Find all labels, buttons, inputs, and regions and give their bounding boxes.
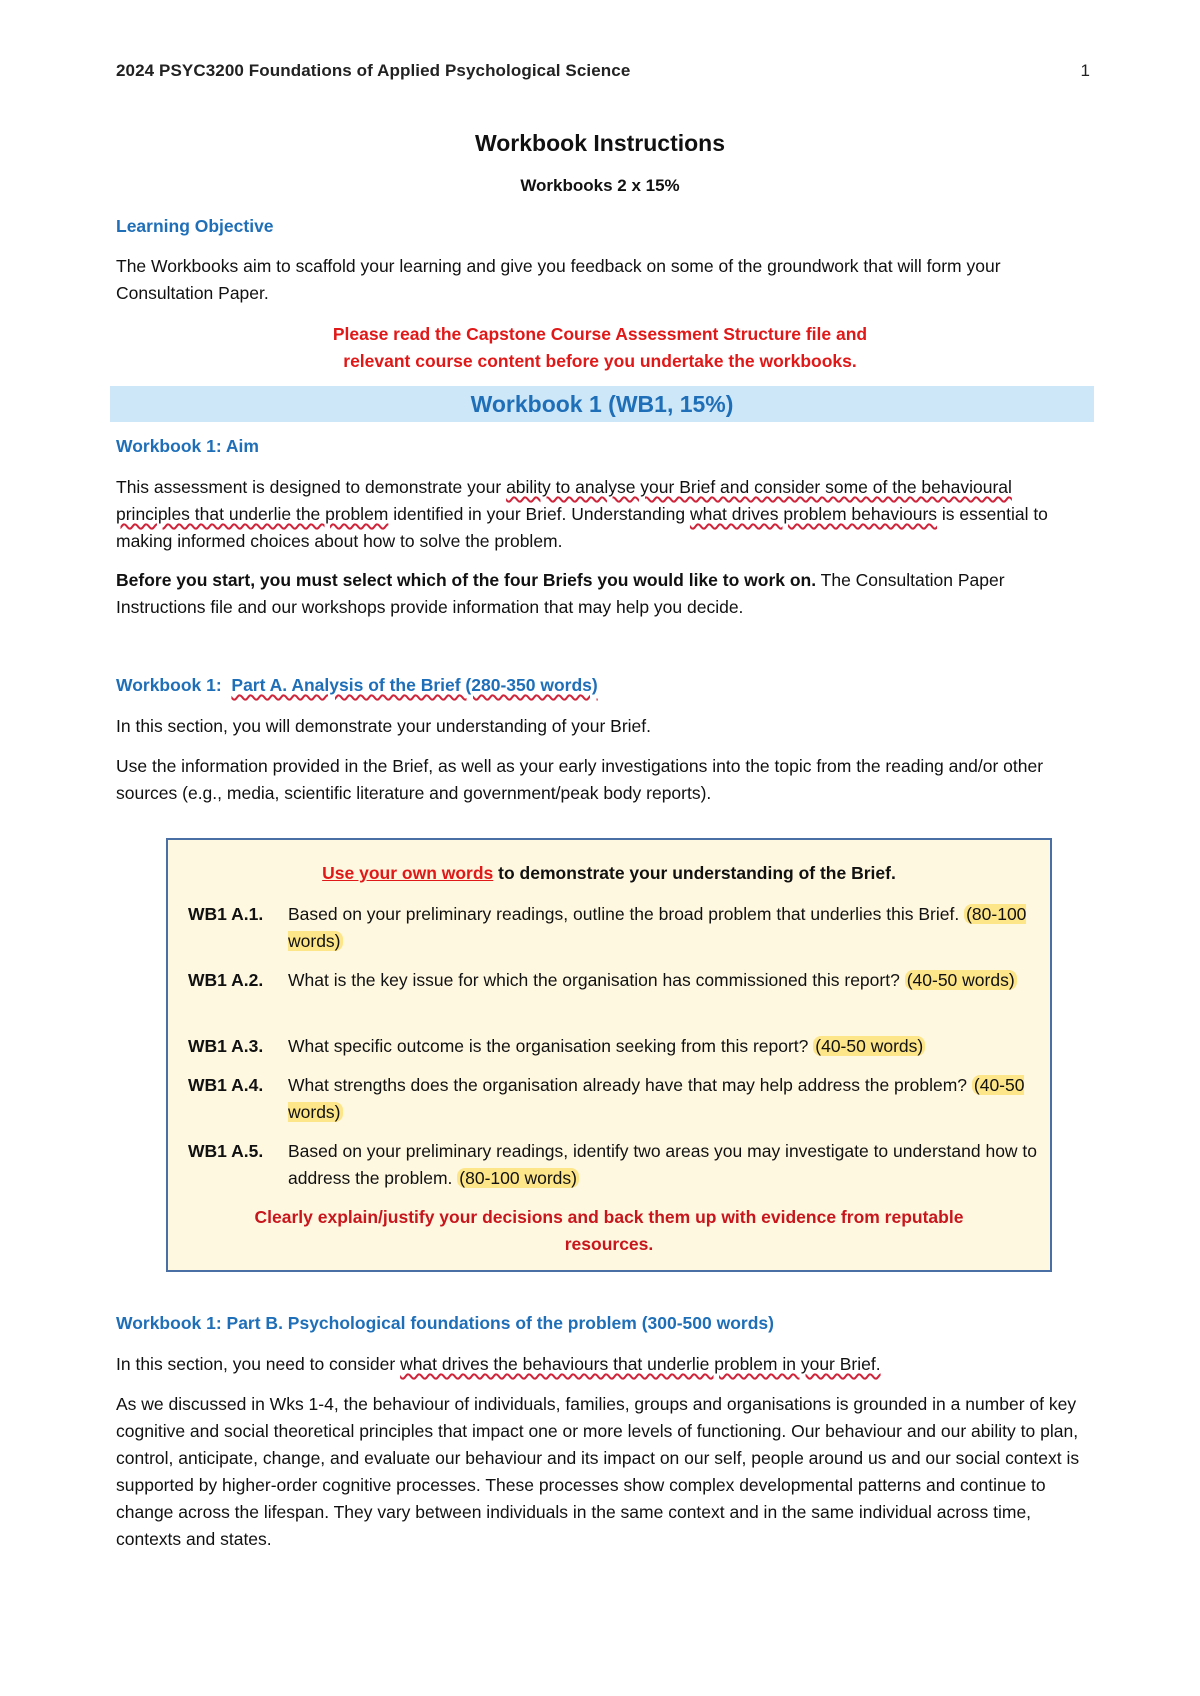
brief-selection-bold: Before you start, you must select which of the four Briefs you would like to work on. — [116, 570, 817, 590]
partB-intro — [116, 1351, 1086, 1378]
word-count-highlight: (80-100 words) — [288, 904, 1027, 951]
aim-text-a: This assessment is designed to demonstrate your — [116, 477, 507, 497]
notice-line-2: relevant course content before you undertake the workbooks. — [343, 351, 857, 371]
page-title: Workbook Instructions — [474, 130, 726, 156]
aim-annotated-1: ability to analyse your Brief and consider some of the behavioural principles that underlie the problem — [116, 477, 1012, 524]
question-label: WB1 A.4. — [188, 1075, 264, 1095]
box-footer — [168, 1204, 1050, 1258]
question-text — [288, 1138, 1048, 1192]
brief-selection-paragraph — [116, 567, 1086, 621]
notice-line-1: Please read the Capstone Course Assessment Structure file and — [332, 324, 868, 344]
partB-annotated: what drives the behaviours that underlie problem in your Brief. — [400, 1354, 881, 1374]
aim-text-c: is essential to making informed choices about how to solve the problem. — [116, 504, 1048, 551]
workbook1-banner: Workbook 1 (WB1, 15%) — [110, 386, 1094, 422]
question-label: WB1 A.5. — [188, 1141, 264, 1161]
brief-selection-rest: The Consultation Paper Instructions file and our workshops provide information that may help you decide. — [116, 570, 1005, 617]
box-footer-line-1: Clearly explain/justify your decisions and back them up with evidence from reputable — [254, 1207, 964, 1227]
question-body: What strengths does the organisation already have that may help address the problem? — [288, 1075, 968, 1095]
question-label: WB1 A.1. — [188, 904, 264, 924]
page-subtitle: Workbooks 2 x 15% — [520, 176, 680, 195]
partB-intro-text: In this section, you need to consider — [116, 1354, 401, 1374]
learning-objective-text: The Workbooks aim to scaffold your learning and give you feedback on some of the groundwork that will form your Consultation Paper. — [116, 256, 1001, 303]
box-heading — [168, 863, 1050, 884]
question-text — [288, 901, 1048, 955]
partA-heading — [116, 675, 598, 696]
partA-heading-prefix: Workbook 1: — [116, 675, 232, 695]
partB-heading: Workbook 1: Part B. Psychological foundations of the problem (300-500 words) — [116, 1313, 774, 1333]
box-footer-line-2: resources. — [564, 1234, 654, 1254]
word-count-highlight: (40-50 words) — [906, 970, 1015, 990]
partA-instructions: Use the information provided in the Brief, as well as your early investigations into the topic from the reading and/or other sources (e.g., media, scientific literature and government/peak body reports). — [116, 756, 1044, 803]
aim-text-b: identified in your Brief. Understanding — [388, 504, 690, 524]
own-words-emphasis: Use your own words — [322, 863, 494, 883]
partA-questions-box — [166, 838, 1052, 1272]
course-header: 2024 PSYC3200 Foundations of Applied Psychological Science — [116, 61, 631, 80]
partA-heading-main: Part A. Analysis of the Brief (280-350 words) — [231, 675, 598, 695]
question-body: Based on your preliminary readings, outline the broad problem that underlies this Brief. — [288, 904, 960, 924]
word-count-highlight: (80-100 words) — [459, 1168, 577, 1188]
aim-annotated-2: what drives problem behaviours — [689, 504, 938, 524]
question-body: Based on your preliminary readings, identify two areas you may investigate to understand how to address the problem. — [288, 1141, 1038, 1188]
word-count-highlight: (40-50 words) — [288, 1075, 1025, 1122]
question-text — [288, 967, 1048, 994]
word-count-highlight: (40-50 words) — [815, 1036, 924, 1056]
aim-paragraph — [116, 474, 1086, 555]
question-text — [288, 1072, 1048, 1126]
question-label: WB1 A.3. — [188, 1036, 264, 1056]
question-body: What is the key issue for which the organisation has commissioned this report? — [288, 970, 900, 990]
box-heading-rest: to demonstrate your understanding of the Brief. — [493, 863, 896, 883]
partA-intro: In this section, you will demonstrate your understanding of your Brief. — [116, 716, 651, 736]
learning-objective-heading: Learning Objective — [116, 216, 274, 236]
assessment-notice — [0, 321, 1200, 375]
question-label: WB1 A.2. — [188, 970, 264, 990]
question-text — [288, 1033, 1048, 1060]
aim-heading: Workbook 1: Aim — [116, 436, 259, 456]
partB-body: As we discussed in Wks 1-4, the behaviour of individuals, families, groups and organisations is grounded in a number of key cognitive and social theoretical principles that impact one or more levels of functioning. Our behaviour and our ability to plan, control, anticipate, change, and evaluate our behaviour and its impact on our self, people around us and our social context is supported by higher-order cognitive processes. These processes show complex developmental patterns and continue to change across the lifespan. They vary between individuals in the same context and in the same individual across time, contexts and states. — [116, 1394, 1080, 1549]
page-number: 1 — [1080, 61, 1090, 80]
question-body: What specific outcome is the organisation seeking from this report? — [288, 1036, 809, 1056]
